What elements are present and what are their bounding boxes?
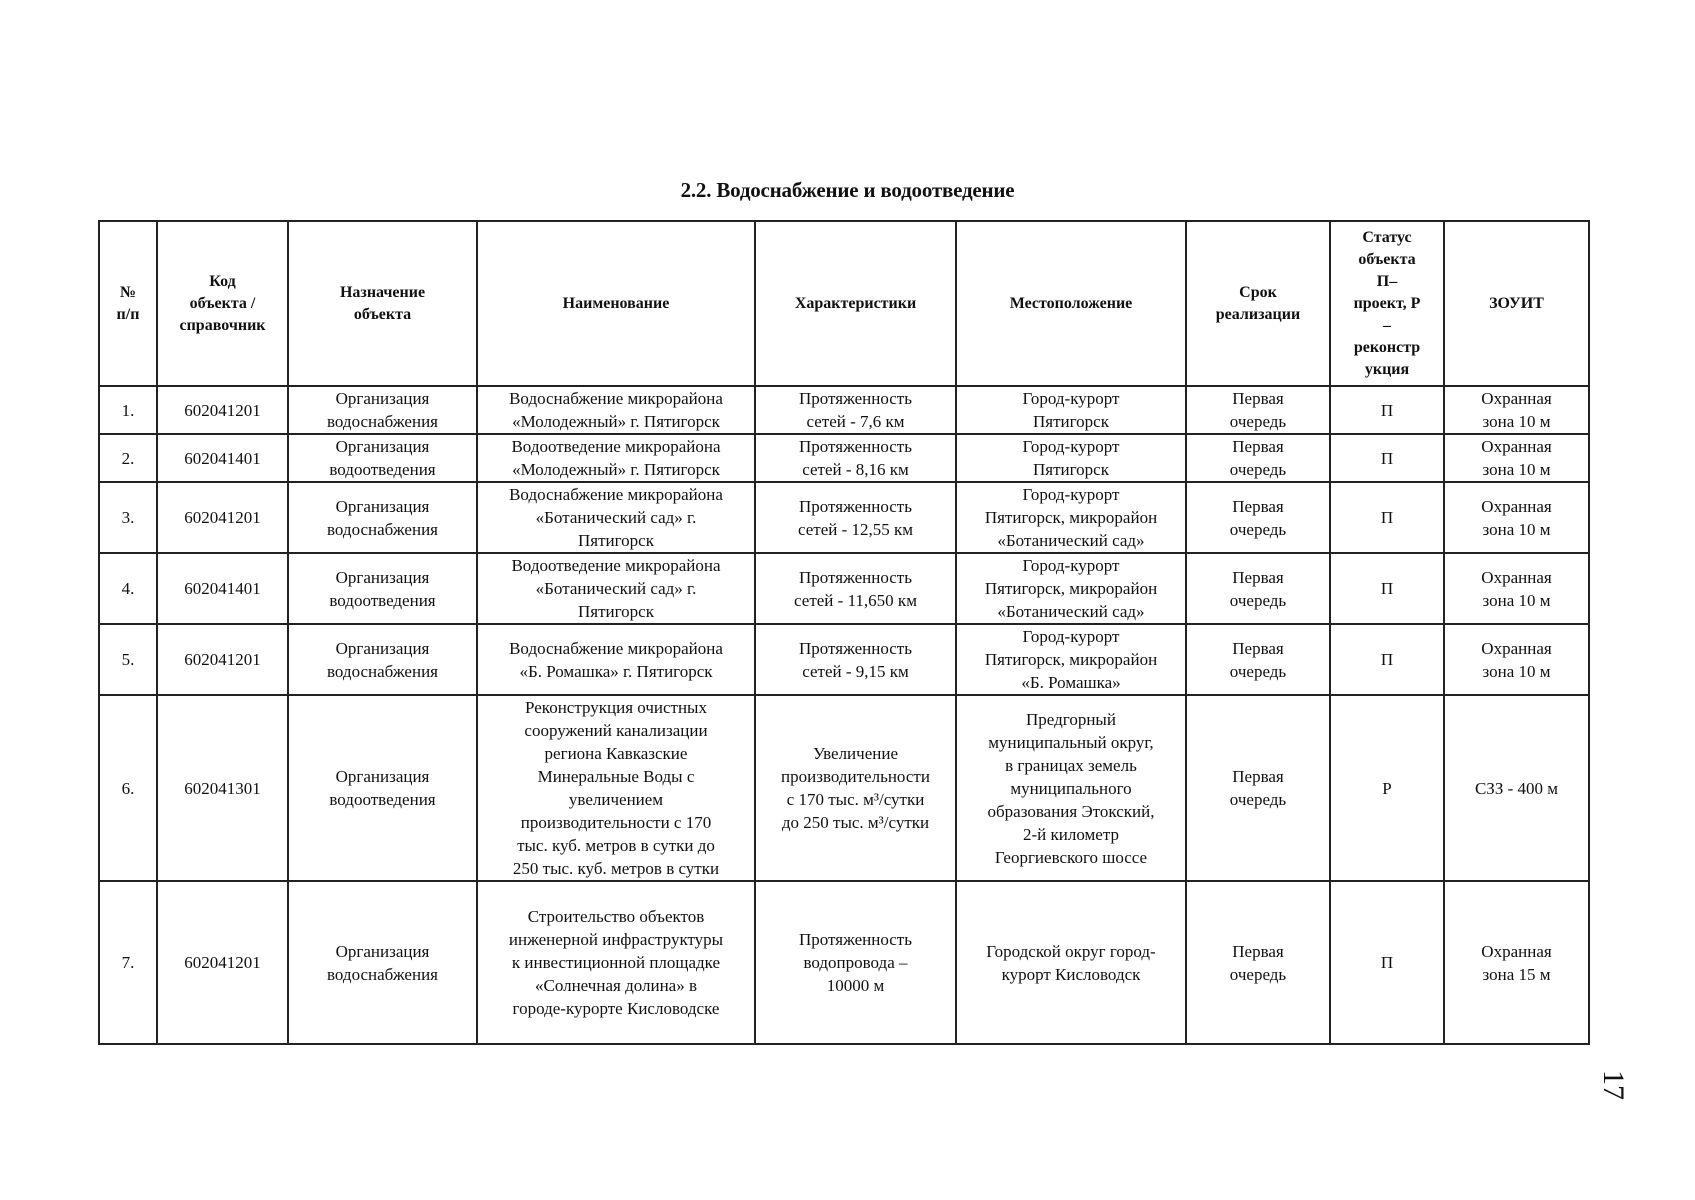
cell-location: Городской округ город- курорт Кисловодск (956, 881, 1186, 1044)
cell-characteristics: Протяженность сетей - 12,55 км (755, 482, 956, 553)
cell-purpose: Организация водоотведения (288, 695, 477, 881)
cell-status: П (1330, 434, 1444, 482)
cell-status: П (1330, 881, 1444, 1044)
cell-zone: Охранная зона 15 м (1444, 881, 1589, 1044)
cell-number: 3. (99, 482, 157, 553)
infrastructure-table (98, 220, 1590, 1045)
header-characteristics: Характеристики (755, 221, 956, 386)
header-location: Местоположение (956, 221, 1186, 386)
cell-characteristics: Протяженность сетей - 7,6 км (755, 386, 956, 434)
header-zone: ЗОУИТ (1444, 221, 1589, 386)
cell-zone: Охранная зона 10 м (1444, 482, 1589, 553)
header-status: Статус объекта П– проект, Р – реконстр укция (1330, 221, 1444, 386)
cell-object-code: 602041201 (157, 624, 288, 695)
cell-name: Водоотведение микрорайона «Молодежный» г. Пятигорск (477, 434, 755, 482)
cell-characteristics: Протяженность сетей - 8,16 км (755, 434, 956, 482)
cell-location: Город-курорт Пятигорск, микрорайон «Ботанический сад» (956, 482, 1186, 553)
table-row (99, 434, 1589, 482)
cell-location: Город-курорт Пятигорск, микрорайон «Ботанический сад» (956, 553, 1186, 624)
cell-name: Водоснабжение микрорайона «Ботанический сад» г. Пятигорск (477, 482, 755, 553)
header-number: № п/п (99, 221, 157, 386)
cell-name: Водоотведение микрорайона «Ботанический сад» г. Пятигорск (477, 553, 755, 624)
cell-purpose: Организация водоотведения (288, 434, 477, 482)
cell-term: Первая очередь (1186, 624, 1330, 695)
cell-characteristics: Протяженность сетей - 9,15 км (755, 624, 956, 695)
cell-location: Город-курорт Пятигорск (956, 386, 1186, 434)
cell-zone: Охранная зона 10 м (1444, 624, 1589, 695)
table-header-row (99, 221, 1589, 386)
table-row (99, 695, 1589, 881)
cell-characteristics: Увеличение производительности с 170 тыс. м³/сутки до 250 тыс. м³/сутки (755, 695, 956, 881)
header-term: Срок реализации (1186, 221, 1330, 386)
cell-term: Первая очередь (1186, 881, 1330, 1044)
cell-purpose: Организация водоотведения (288, 553, 477, 624)
cell-object-code: 602041401 (157, 434, 288, 482)
cell-term: Первая очередь (1186, 482, 1330, 553)
table-row (99, 386, 1589, 434)
page-number: 17 (1597, 1070, 1630, 1100)
table-row (99, 482, 1589, 553)
cell-zone: Охранная зона 10 м (1444, 386, 1589, 434)
cell-name: Реконструкция очистных сооружений канализации региона Кавказские Минеральные Воды с увеличением производительности с 170 тыс. куб. метров в сутки до 250 тыс. куб. метров в сутки (477, 695, 755, 881)
header-object-code: Код объекта / справочник (157, 221, 288, 386)
cell-purpose: Организация водоснабжения (288, 482, 477, 553)
cell-location: Город-курорт Пятигорск (956, 434, 1186, 482)
cell-number: 2. (99, 434, 157, 482)
cell-zone: СЗЗ - 400 м (1444, 695, 1589, 881)
cell-object-code: 602041301 (157, 695, 288, 881)
cell-zone: Охранная зона 10 м (1444, 434, 1589, 482)
cell-characteristics: Протяженность сетей - 11,650 км (755, 553, 956, 624)
cell-number: 4. (99, 553, 157, 624)
cell-term: Первая очередь (1186, 553, 1330, 624)
cell-purpose: Организация водоснабжения (288, 386, 477, 434)
cell-status: Р (1330, 695, 1444, 881)
cell-name: Водоснабжение микрорайона «Б. Ромашка» г. Пятигорск (477, 624, 755, 695)
cell-status: П (1330, 553, 1444, 624)
header-name: Наименование (477, 221, 755, 386)
table-row (99, 553, 1589, 624)
table-row (99, 881, 1589, 1044)
cell-purpose: Организация водоснабжения (288, 624, 477, 695)
cell-name: Строительство объектов инженерной инфраструктуры к инвестиционной площадке «Солнечная долина» в городе-курорте Кисловодске (477, 881, 755, 1044)
header-purpose: Назначение объекта (288, 221, 477, 386)
cell-purpose: Организация водоснабжения (288, 881, 477, 1044)
cell-number: 5. (99, 624, 157, 695)
cell-term: Первая очередь (1186, 695, 1330, 881)
cell-location: Город-курорт Пятигорск, микрорайон «Б. Ромашка» (956, 624, 1186, 695)
cell-term: Первая очередь (1186, 434, 1330, 482)
cell-status: П (1330, 386, 1444, 434)
cell-zone: Охранная зона 10 м (1444, 553, 1589, 624)
cell-object-code: 602041401 (157, 553, 288, 624)
cell-characteristics: Протяженность водопровода – 10000 м (755, 881, 956, 1044)
cell-name: Водоснабжение микрорайона «Молодежный» г. Пятигорск (477, 386, 755, 434)
cell-object-code: 602041201 (157, 386, 288, 434)
table-row (99, 624, 1589, 695)
cell-object-code: 602041201 (157, 881, 288, 1044)
cell-number: 6. (99, 695, 157, 881)
cell-location: Предгорный муниципальный округ, в границах земель муниципального образования Этокский, 2-й километр Георгиевского шоссе (956, 695, 1186, 881)
cell-status: П (1330, 624, 1444, 695)
cell-object-code: 602041201 (157, 482, 288, 553)
page-title: 2.2. Водоснабжение и водоотведение (680, 178, 1015, 202)
cell-number: 1. (99, 386, 157, 434)
cell-term: Первая очередь (1186, 386, 1330, 434)
cell-number: 7. (99, 881, 157, 1044)
cell-status: П (1330, 482, 1444, 553)
